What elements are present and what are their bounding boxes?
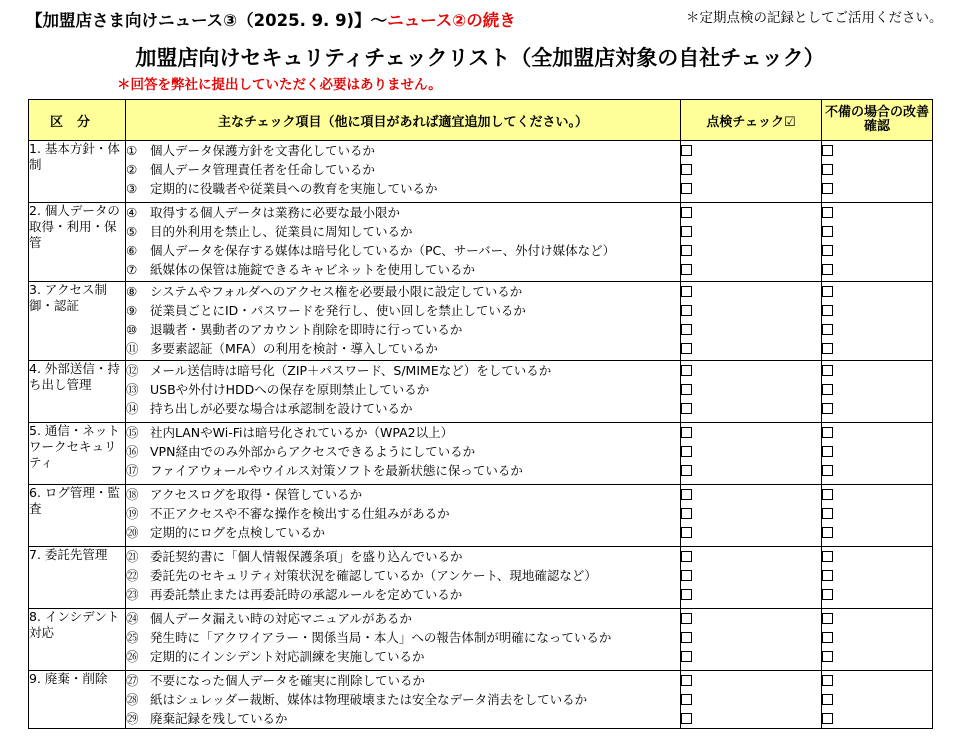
check-cell [681,203,822,282]
item-number: ④ [126,205,138,220]
category-cell: 5. 通信・ネットワークセキュリティ [29,423,126,485]
item-number: ㉕ [126,630,139,645]
check-cell [681,423,822,485]
table-header-row [29,100,933,141]
item-text: 不正アクセスや不審な操作を検出する仕組みがあるか [150,506,450,521]
item-text: 再委託禁止または再委託時の承認ルールを定めているか [150,587,463,602]
table-row [29,361,933,423]
improvement-checkbox[interactable] [822,403,833,414]
improvement-checkbox[interactable] [822,651,833,662]
check-cell [681,609,822,671]
item-text: 多要素認証（MFA）の利用を検討・導入しているか [150,341,438,356]
items-cell [126,361,681,423]
check-item [126,566,680,585]
news-prefix: 【加盟店さま向けニュース③（2025. 9. 9)】～ [26,11,388,30]
item-number: ㉔ [126,611,139,626]
inspection-checkbox[interactable] [681,589,692,600]
item-number: ⑧ [126,284,138,299]
improvement-checkbox[interactable] [822,675,833,686]
inspection-checkbox[interactable] [681,613,692,624]
improvement-checkbox[interactable] [822,427,833,438]
improvement-checkbox[interactable] [822,551,833,562]
improve-cell [822,423,933,485]
check-item [126,442,680,461]
check-item [126,241,680,260]
item-number: ㉖ [126,649,139,664]
improvement-checkbox[interactable] [822,489,833,500]
check-item [126,609,680,628]
improvement-checkbox[interactable] [822,527,833,538]
items-cell [126,423,681,485]
check-item [126,671,680,690]
check-cell [681,485,822,547]
improvement-checkbox[interactable] [822,632,833,643]
table-row [29,423,933,485]
header-improve: 不備の場合の改善確認 [822,100,933,141]
item-number: ⑪ [126,341,139,356]
news-continued: ニュース②の続き [387,11,516,30]
item-text: 個人データ管理責任者を任命しているか [150,162,376,177]
item-number: ⑰ [126,463,139,478]
check-item [126,380,680,399]
table-row [29,671,933,729]
header-category: 区分 [29,100,126,141]
inspection-checkbox[interactable] [681,226,692,237]
check-item [126,690,680,709]
item-text: 定期的に役職者や従業員への教育を実施しているか [150,181,438,196]
inspection-checkbox[interactable] [681,570,692,581]
improvement-checkbox[interactable] [822,570,833,581]
item-text: ファイアウォールやウイルス対策ソフトを最新状態に保っているか [150,463,523,478]
item-number: ① [126,143,138,158]
category-cell: 8. インシデント対応 [29,609,126,671]
improvement-checkbox[interactable] [822,365,833,376]
inspection-checkbox[interactable] [681,264,692,275]
improvement-checkbox[interactable] [822,305,833,316]
item-text: 社内LANやWi-Fiは暗号化されているか（WPA2以上） [150,425,454,440]
item-number: ⑦ [126,262,138,277]
check-cell [681,282,822,361]
item-text: 従業員ごとにID・パスワードを発行し、使い回しを禁止しているか [150,303,526,318]
inspection-checkbox[interactable] [681,245,692,256]
item-number: ② [126,162,138,177]
inspection-checkbox[interactable] [681,675,692,686]
inspection-checkbox[interactable] [681,508,692,519]
improve-cell [822,609,933,671]
check-item [126,179,680,198]
item-number: ⑳ [126,525,139,540]
inspection-checkbox[interactable] [681,286,692,297]
table-row [29,609,933,671]
header-items: 主なチェック項目（他に項目があれば適宜追加してください。） [126,100,681,141]
inspection-checkbox[interactable] [681,694,692,705]
items-cell [126,282,681,361]
check-cell [681,141,822,203]
item-number: ⑭ [126,401,139,416]
check-item [126,585,680,604]
item-text: システムやフォルダへのアクセス権を必要最小限に設定しているか [150,284,523,299]
submission-note: ＊回答を弊社に提出していただく必要はありません。 [117,77,442,93]
check-item [126,709,680,728]
category-cell: 2. 個人データの取得・利用・保管 [29,203,126,282]
check-item [126,301,680,320]
item-number: ⑨ [126,303,138,318]
inspection-checkbox[interactable] [681,164,692,175]
improvement-checkbox[interactable] [822,613,833,624]
inspection-checkbox[interactable] [681,403,692,414]
inspection-checkbox[interactable] [681,632,692,643]
improve-cell [822,282,933,361]
inspection-checkbox[interactable] [681,465,692,476]
item-text: 廃棄記録を残しているか [150,711,288,726]
check-item [126,423,680,442]
item-text: 個人データを保存する媒体は暗号化しているか（PC、サーバー、外付け媒体など） [150,243,616,258]
improve-cell [822,671,933,729]
improvement-checkbox[interactable] [822,465,833,476]
improvement-checkbox[interactable] [822,183,833,194]
item-number: ⑯ [126,444,139,459]
improvement-checkbox[interactable] [822,324,833,335]
check-cell [681,361,822,423]
item-text: 不要になった個人データを確実に削除しているか [150,673,426,688]
item-text: 目的外利用を禁止し、従業員に周知しているか [150,224,413,239]
inspection-checkbox[interactable] [681,343,692,354]
item-number: ⑱ [126,487,139,502]
check-item [126,160,680,179]
improve-cell [822,203,933,282]
check-item [126,320,680,339]
item-text: USBや外付けHDDへの保存を原則禁止しているか [150,382,430,397]
improvement-checkbox[interactable] [822,446,833,457]
item-text: 個人データ漏えい時の対応マニュアルがあるか [150,611,413,626]
improvement-checkbox[interactable] [822,245,833,256]
category-cell: 7. 委託先管理 [29,547,126,609]
item-number: ㉗ [126,673,139,688]
category-cell: 3. アクセス制御・認証 [29,282,126,361]
check-item [126,361,680,380]
check-item [126,523,680,542]
items-cell [126,547,681,609]
news-heading [26,7,516,31]
page-title: 加盟店向けセキュリティチェックリスト（全加盟店対象の自社チェック） [135,46,825,70]
table-row [29,203,933,282]
improvement-checkbox[interactable] [822,207,833,218]
item-number: ⑮ [126,425,139,440]
check-cell [681,671,822,729]
item-text: 紙はシュレッダー裁断、媒体は物理破壊または安全なデータ消去をしているか [150,692,588,707]
inspection-checkbox[interactable] [681,446,692,457]
check-item [126,547,680,566]
improve-cell [822,547,933,609]
inspection-checkbox[interactable] [681,183,692,194]
item-text: アクセスログを取得・保管しているか [150,487,363,502]
item-number: ㉒ [126,568,139,583]
items-cell [126,203,681,282]
check-item [126,461,680,480]
table-row [29,282,933,361]
inspection-checkbox[interactable] [681,324,692,335]
item-text: 発生時に「アクワイアラー・関係当局・本人」への報告体制が明確になっているか [150,630,612,645]
item-number: ③ [126,181,138,196]
check-cell [681,547,822,609]
checklist-body [29,141,933,729]
check-item [126,485,680,504]
improve-cell [822,485,933,547]
inspection-checkbox[interactable] [681,384,692,395]
check-item [126,399,680,418]
items-cell [126,485,681,547]
items-cell [126,671,681,729]
check-item [126,339,680,358]
inspection-checkbox[interactable] [681,365,692,376]
item-number: ㉙ [126,711,139,726]
item-text: 紙媒体の保管は施錠できるキャビネットを使用しているか [150,262,476,277]
inspection-checkbox[interactable] [681,527,692,538]
improvement-checkbox[interactable] [822,145,833,156]
check-item [126,504,680,523]
item-number: ⑥ [126,243,138,258]
header-check: 点検チェック☑ [681,100,822,141]
improvement-checkbox[interactable] [822,713,833,724]
check-item [126,282,680,301]
check-item [126,141,680,160]
item-text: 定期的にインシデント対応訓練を実施しているか [150,649,425,664]
category-cell: 4. 外部送信・持ち出し管理 [29,361,126,423]
items-cell [126,141,681,203]
item-text: 委託先のセキュリティ対策状況を確認しているか（アンケート、現地確認など） [150,568,597,583]
improvement-checkbox[interactable] [822,694,833,705]
inspection-checkbox[interactable] [681,145,692,156]
check-item [126,647,680,666]
item-text: VPN経由でのみ外部からアクセスできるようにしているか [150,444,476,459]
improve-cell [822,141,933,203]
improvement-checkbox[interactable] [822,264,833,275]
item-text: メール送信時は暗号化（ZIP＋パスワード、S/MIMEなど）をしているか [150,363,552,378]
item-number: ㉑ [126,549,139,564]
item-number: ⑬ [126,382,139,397]
improvement-checkbox[interactable] [822,226,833,237]
inspection-checkbox[interactable] [681,651,692,662]
check-item [126,260,680,279]
inspection-checkbox[interactable] [681,427,692,438]
item-text: 個人データ保護方針を文書化しているか [150,143,376,158]
usage-note: ＊定期点検の記録としてご活用ください。 [686,10,943,26]
item-text: 定期的にログを点検しているか [150,525,326,540]
category-cell: 6. ログ管理・監査 [29,485,126,547]
improvement-checkbox[interactable] [822,164,833,175]
check-item [126,628,680,647]
inspection-checkbox[interactable] [681,207,692,218]
table-row [29,485,933,547]
table-row [29,547,933,609]
improvement-checkbox[interactable] [822,286,833,297]
check-item [126,222,680,241]
items-cell [126,609,681,671]
item-text: 委託契約書に「個人情報保護条項」を盛り込んでいるか [150,549,463,564]
item-text: 持ち出しが必要な場合は承認制を設けているか [150,401,413,416]
inspection-checkbox[interactable] [681,489,692,500]
item-number: ㉘ [126,692,139,707]
improvement-checkbox[interactable] [822,343,833,354]
document-header [0,0,960,100]
table-row [29,141,933,203]
item-number: ⑩ [126,322,138,337]
item-text: 退職者・異動者のアカウント削除を即時に行っているか [150,322,463,337]
check-item [126,203,680,222]
item-number: ⑤ [126,224,138,239]
improvement-checkbox[interactable] [822,384,833,395]
category-cell: 1. 基本方針・体制 [29,141,126,203]
improve-cell [822,361,933,423]
inspection-checkbox[interactable] [681,551,692,562]
item-number: ⑲ [126,506,139,521]
improvement-checkbox[interactable] [822,508,833,519]
item-number: ㉓ [126,587,139,602]
inspection-checkbox[interactable] [681,713,692,724]
inspection-checkbox[interactable] [681,305,692,316]
item-number: ⑫ [126,363,139,378]
category-cell: 9. 廃棄・削除 [29,671,126,729]
checklist-table [28,99,933,729]
item-text: 取得する個人データは業務に必要な最小限か [150,205,401,220]
improvement-checkbox[interactable] [822,589,833,600]
